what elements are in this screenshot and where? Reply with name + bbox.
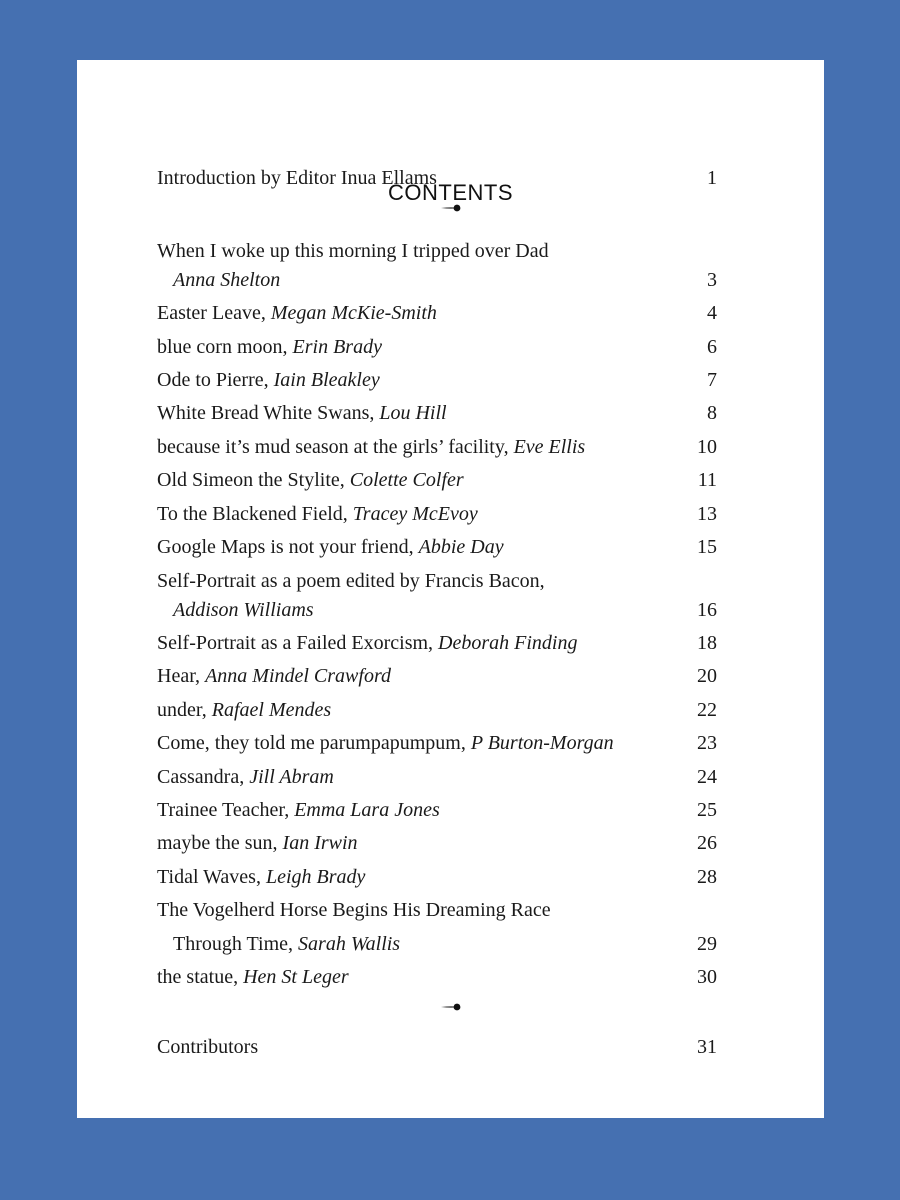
entry-title: Through Time, (173, 933, 299, 955)
toc-entry (157, 865, 717, 889)
entry-title: Contributors (157, 1036, 259, 1058)
entry-title: the statue, (157, 966, 244, 988)
entry-title: because it’s mud season at the girls’ facility, (157, 436, 514, 458)
entry-author: Eve Ellis (513, 436, 586, 458)
entry-title: Old Simeon the Stylite, (157, 469, 350, 491)
entry-title: Ode to Pierre, (157, 369, 274, 391)
entry-page: 18 (697, 632, 717, 654)
entry-title: under, (157, 699, 212, 721)
entry-author: Emma Lara Jones (294, 799, 440, 821)
toc-entry (157, 798, 717, 822)
toc-entry (157, 731, 717, 755)
entry-page: 22 (697, 699, 717, 721)
entry-page: 1 (707, 167, 717, 189)
entry-page: 13 (697, 503, 717, 525)
entry-author: Addison Williams (173, 599, 314, 621)
toc-entry (157, 468, 717, 492)
entry-page: 8 (707, 402, 717, 424)
entry-author: Anna Shelton (173, 269, 281, 291)
toc-entry (157, 965, 717, 989)
toc-entry (157, 631, 717, 655)
toc-entry (173, 268, 717, 292)
entry-title: Tidal Waves, (157, 866, 266, 888)
entry-page: 31 (697, 1036, 717, 1058)
toc-entry (173, 598, 717, 622)
entry-title: blue corn moon, (157, 336, 293, 358)
toc-entry (157, 698, 717, 722)
toc-entry (157, 535, 717, 559)
entry-title: maybe the sun, (157, 832, 283, 854)
entry-page: 20 (697, 665, 717, 687)
entry-page: 30 (697, 966, 717, 988)
toc-entry (157, 435, 717, 459)
entry-author: Lou Hill (379, 402, 447, 424)
entry-author: Erin Brady (292, 336, 382, 358)
toc-entry (157, 368, 717, 392)
entry-author: Iain Bleakley (273, 369, 380, 391)
entry-title: Easter Leave, (157, 302, 271, 324)
toc-entry (157, 301, 717, 325)
entry-title: The Vogelherd Horse Begins His Dreaming Race (157, 899, 551, 921)
entry-page: 11 (697, 469, 717, 491)
entry-title: White Bread White Swans, (157, 402, 380, 424)
entry-page: 28 (697, 866, 717, 888)
entry-page: 3 (707, 269, 717, 291)
ornament-divider (77, 203, 824, 213)
entry-author: Tracey McEvoy (352, 503, 478, 525)
entry-author: Rafael Mendes (211, 699, 332, 721)
entry-author: Hen St Leger (243, 966, 349, 988)
toc-entry (157, 664, 717, 688)
toc-entry (173, 932, 717, 956)
toc-entry (157, 569, 717, 593)
entry-title: Hear, (157, 665, 206, 687)
entry-author: Leigh Brady (265, 866, 366, 888)
entry-page: 7 (707, 369, 717, 391)
toc-entry (157, 335, 717, 359)
entry-page: 24 (697, 766, 717, 788)
entry-title: Trainee Teacher, (157, 799, 295, 821)
toc-entry (157, 898, 717, 922)
entry-page: 26 (697, 832, 717, 854)
entry-title: Google Maps is not your friend, (157, 536, 419, 558)
entry-author: Sarah Wallis (298, 933, 401, 955)
entry-author: Megan McKie-Smith (270, 302, 437, 324)
entry-author: Jill Abram (249, 766, 334, 788)
toc-entry (157, 502, 717, 526)
entry-title: When I woke up this morning I tripped over Dad (157, 240, 549, 262)
entry-title: Self-Portrait as a Failed Exorcism, (157, 632, 439, 654)
entry-page: 15 (697, 536, 717, 558)
entry-page: 16 (697, 599, 717, 621)
entry-page: 23 (697, 732, 717, 754)
entry-page: 29 (697, 933, 717, 955)
entry-page: 25 (697, 799, 717, 821)
entry-author: Anna Mindel Crawford (205, 665, 391, 687)
entry-author: Deborah Finding (438, 632, 578, 654)
entry-page: 4 (707, 302, 717, 324)
entry-author: P Burton-Morgan (470, 732, 614, 754)
toc-entry (157, 765, 717, 789)
entry-author: Ian Irwin (282, 832, 358, 854)
entry-title: Self-Portrait as a poem edited by Francis Bacon, (157, 570, 545, 592)
entry-page: 10 (697, 436, 717, 458)
entry-author: Colette Colfer (349, 469, 464, 491)
entry-title: Introduction by Editor Inua Ellams (157, 167, 437, 189)
contents-heading: CONTENTS (388, 180, 513, 205)
toc-entry (157, 831, 717, 855)
entry-title: Cassandra, (157, 766, 250, 788)
toc-entry (157, 401, 717, 425)
toc-entry-introduction (157, 166, 717, 190)
entry-author: Abbie Day (418, 536, 504, 558)
contents-page (77, 60, 824, 1118)
ornament-divider (77, 1002, 824, 1012)
entry-title: To the Blackened Field, (157, 503, 353, 525)
entry-title: Come, they told me parumpapumpum, (157, 732, 471, 754)
entry-page: 6 (707, 336, 717, 358)
toc-entry-contributors (157, 1035, 717, 1059)
toc-entry (157, 239, 717, 263)
